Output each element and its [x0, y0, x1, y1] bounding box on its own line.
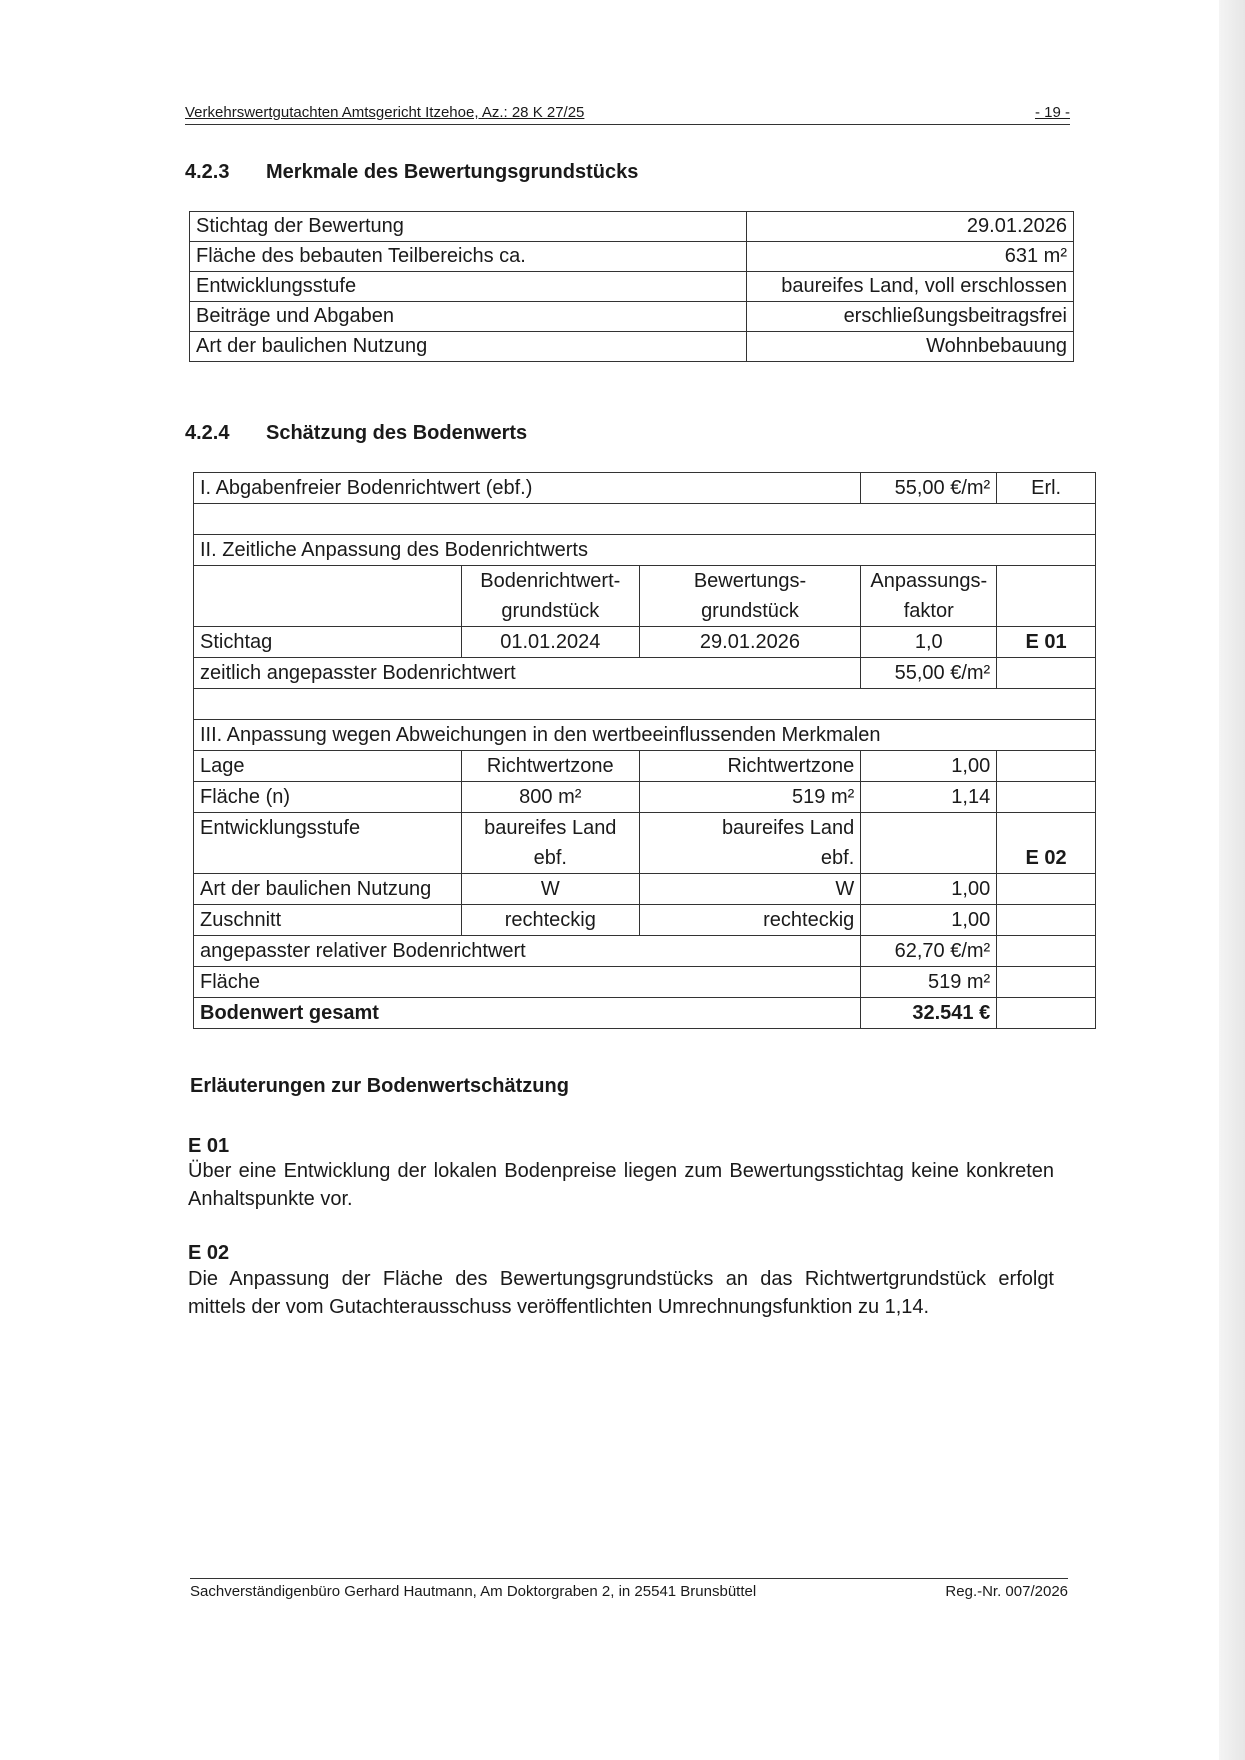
flaeche-richtwert: 800 m²	[461, 782, 639, 813]
part1-label: I. Abgabenfreier Bodenrichtwert (ebf.)	[194, 473, 861, 504]
section-heading-424	[185, 422, 527, 445]
nutzung-faktor: 1,00	[861, 874, 997, 905]
table-row	[190, 302, 1074, 332]
zuschnitt-label: Zuschnitt	[194, 905, 462, 936]
e01-text: Über eine Entwicklung der lokalen Bodenpreise liegen zum Bewertungsstichtag keine konkreten Anhaltspunkte vor.	[188, 1160, 1054, 1210]
nutzung-richtwert: W	[461, 874, 639, 905]
table-row	[194, 998, 1096, 1029]
table-row	[194, 535, 1096, 566]
gesamt-label: Bodenwert gesamt	[194, 998, 861, 1029]
table-row	[194, 627, 1096, 658]
section-number: 4.2.4	[185, 422, 230, 444]
col-head-richtwert: Bodenrichtwert- grundstück	[461, 566, 639, 627]
part1-value: 55,00 €/m²	[861, 473, 997, 504]
e01-title: E 01	[188, 1135, 230, 1157]
table-row	[194, 782, 1096, 813]
zuschnitt-richtwert: rechteckig	[461, 905, 639, 936]
footer-regnr: Reg.-Nr. 007/2026	[945, 1583, 1068, 1600]
section-title: Schätzung des Bodenwerts	[266, 422, 528, 444]
col-head-bewertung: Bewertungs- grundstück	[639, 566, 861, 627]
table-row	[194, 720, 1096, 751]
flaeche-faktor: 1,14	[861, 782, 997, 813]
adjusted-value: 55,00 €/m²	[861, 658, 997, 689]
entwicklung-label: Entwicklungsstufe	[194, 813, 462, 874]
table-row	[194, 936, 1096, 967]
part2-title: II. Zeitliche Anpassung des Bodenrichtwerts	[194, 535, 1096, 566]
page-edge	[1219, 0, 1245, 1760]
e02-text: Die Anpassung der Fläche des Bewertungsgrundstücks an das Richtwertgrundstück erfolgt mittels der vom Gutachterausschuss veröffentlichten Umrechnungsfunktion zu 1,14.	[188, 1268, 1054, 1318]
section-title: Merkmale des Bewertungsgrundstücks	[266, 161, 639, 183]
flaeche-total-value: 519 m²	[861, 967, 997, 998]
section-heading-423	[185, 161, 638, 184]
flaeche-total-label: Fläche	[194, 967, 861, 998]
section-number: 4.2.3	[185, 161, 230, 183]
table-row	[190, 212, 1074, 242]
e02-title: E 02	[188, 1242, 230, 1264]
table-row	[190, 242, 1074, 272]
footer-address: Sachverständigenbüro Gerhard Hautmann, Am Doktorgraben 2, in 25541 Brunsbüttel	[190, 1583, 757, 1600]
page-number: - 19 -	[1034, 104, 1070, 121]
header-title: Verkehrswertgutachten Amtsgericht Itzehoe, Az.: 28 K 27/25	[185, 104, 585, 121]
table-row	[194, 473, 1096, 504]
table-row	[194, 874, 1096, 905]
bodenwert-table	[193, 472, 1096, 1029]
stichtag-faktor: 1,0	[861, 627, 997, 658]
adjusted-label: zeitlich angepasster Bodenrichtwert	[194, 658, 861, 689]
table-row	[194, 566, 1096, 627]
col-head-faktor: Anpassungs- faktor	[861, 566, 997, 627]
nutzung-bewertung: W	[639, 874, 861, 905]
relativ-label: angepasster relativer Bodenrichtwert	[194, 936, 861, 967]
flaeche-bewertung: 519 m²	[639, 782, 861, 813]
lage-richtwert: Richtwertzone	[461, 751, 639, 782]
spacer-row	[194, 504, 1096, 535]
row-label: Art der baulichen Nutzung	[190, 332, 747, 362]
stichtag-richtwert: 01.01.2024	[461, 627, 639, 658]
page-footer	[190, 1578, 1068, 1600]
spacer-row	[194, 689, 1096, 720]
merkmale-table	[189, 211, 1074, 362]
table-row	[194, 967, 1096, 998]
lage-faktor: 1,00	[861, 751, 997, 782]
stichtag-label: Stichtag	[194, 627, 462, 658]
page-header	[185, 104, 1070, 125]
flaeche-label: Fläche (n)	[194, 782, 462, 813]
stichtag-bewertung: 29.01.2026	[639, 627, 861, 658]
table-row	[194, 751, 1096, 782]
row-value: erschließungsbeitragsfrei	[747, 302, 1074, 332]
row-label: Fläche des bebauten Teilbereichs ca.	[190, 242, 747, 272]
table-row	[190, 332, 1074, 362]
note-e01: E 01	[997, 627, 1096, 658]
row-label: Entwicklungsstufe	[190, 272, 747, 302]
table-row	[194, 813, 1096, 874]
entwicklung-bewertung: baureifes Land ebf.	[639, 813, 861, 874]
note-e02: E 02	[997, 813, 1096, 874]
table-row	[194, 905, 1096, 936]
zuschnitt-bewertung: rechteckig	[639, 905, 861, 936]
gesamt-value: 32.541 €	[861, 998, 997, 1029]
table-row	[190, 272, 1074, 302]
entwicklung-richtwert: baureifes Land ebf.	[461, 813, 639, 874]
row-value: 29.01.2026	[747, 212, 1074, 242]
row-value: Wohnbebauung	[747, 332, 1074, 362]
table-row	[194, 658, 1096, 689]
row-value: 631 m²	[747, 242, 1074, 272]
lage-bewertung: Richtwertzone	[639, 751, 861, 782]
row-value: baureifes Land, voll erschlossen	[747, 272, 1074, 302]
part3-title: III. Anpassung wegen Abweichungen in den wertbeeinflussenden Merkmalen	[194, 720, 1096, 751]
nutzung-label: Art der baulichen Nutzung	[194, 874, 462, 905]
relativ-value: 62,70 €/m²	[861, 936, 997, 967]
zuschnitt-faktor: 1,00	[861, 905, 997, 936]
lage-label: Lage	[194, 751, 462, 782]
part1-note: Erl.	[997, 473, 1096, 504]
row-label: Beiträge und Abgaben	[190, 302, 747, 332]
erlaeuterungen-title: Erläuterungen zur Bodenwertschätzung	[190, 1075, 569, 1097]
row-label: Stichtag der Bewertung	[190, 212, 747, 242]
